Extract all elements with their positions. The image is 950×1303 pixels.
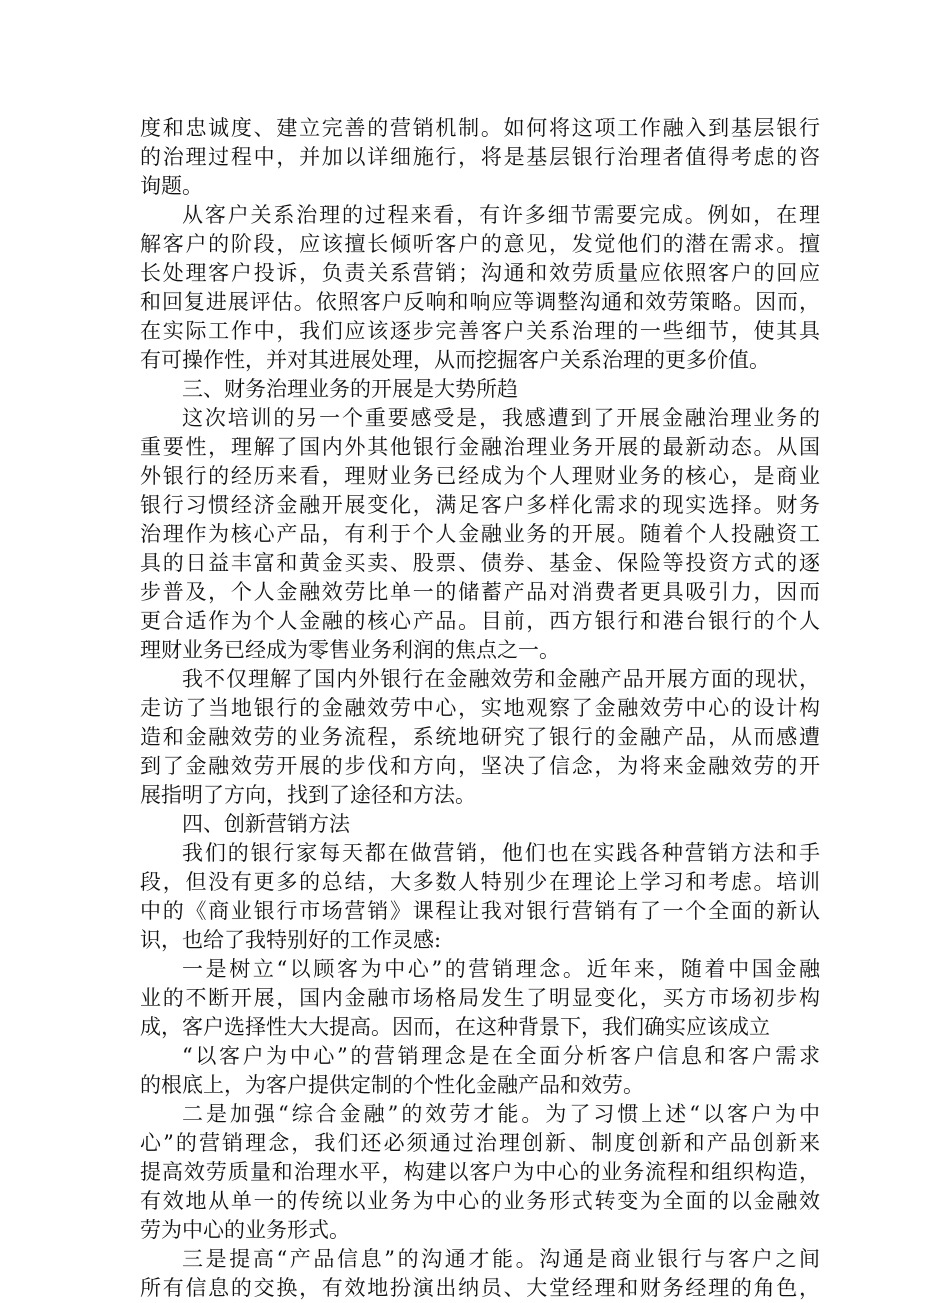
text-line: 有可操作性，并对其进展处理，从而挖掘客户关系治理的更多价值。: [140, 348, 770, 372]
text-line: 成，客户选择性大大提高。因而，在这种背景下，我们确实应该成立: [140, 1015, 770, 1039]
paragraph-first-line: 这次培训的另一个重要感受是，我感遭到了开展金融治理业务的: [182, 406, 820, 430]
paragraph-first-line: 我不仅理解了国内外银行在金融效劳和金融产品开展方面的现状，: [182, 667, 820, 691]
text-line: 有效地从单一的传统以业务为中心的业务形式转变为全面的以金融效: [140, 1189, 820, 1213]
text-line: 中的《商业银行市场营销》课程让我对银行营销有了一个全面的新认: [140, 899, 820, 923]
text-line: 重要性，理解了国内外其他银行金融治理业务开展的最新动态。从国: [140, 435, 820, 459]
paragraph-first-line: 三、财务治理业务的开展是大势所趋: [182, 377, 518, 401]
text-line: 提高效劳质量和治理水平，构建以客户为中心的业务流程和组织构造，: [140, 1160, 820, 1184]
paragraph-first-line: 三是提高“产品信息”的沟通才能。沟通是商业银行与客户之间: [182, 1247, 820, 1271]
text-line: 解客户的阶段，应该擅长倾听客户的意见，发觉他们的潜在需求。擅: [140, 232, 820, 256]
text-line: 长处理客户投诉，负责关系营销；沟通和效劳质量应依照客户的回应: [140, 261, 820, 285]
paragraph-first-line: 四、创新营销方法: [182, 812, 350, 836]
text-line: 和回复进展评估。依照客户反响和响应等调整沟通和效劳策略。因而，: [140, 290, 820, 314]
paragraph-first-line: 我们的银行家每天都在做营销，他们也在实践各种营销方法和手: [182, 841, 820, 865]
text-line: 的治理过程中，并加以详细施行，将是基层银行治理者值得考虑的咨: [140, 145, 820, 169]
document-body: [140, 114, 820, 1303]
paragraph-first-line: 二是加强“综合金融”的效劳才能。为了习惯上述“以客户为中: [182, 1102, 820, 1126]
text-line: 步普及，个人金融效劳比单一的储蓄产品对消费者更具吸引力，因而: [140, 580, 820, 604]
text-line: 银行习惯经济金融开展变化，满足客户多样化需求的现实选择。财务: [140, 493, 820, 517]
text-line: 劳为中心的业务形式。: [140, 1218, 350, 1242]
text-line: 治理作为核心产品，有利于个人金融业务的开展。随着个人投融资工: [140, 522, 820, 546]
text-line: 外银行的经历来看，理财业务已经成为个人理财业务的核心，是商业: [140, 464, 820, 488]
text-line: 更合适作为个人金融的核心产品。目前，西方银行和港台银行的个人: [140, 609, 820, 633]
text-line: 在实际工作中，我们应该逐步完善客户关系治理的一些细节，使其具: [140, 319, 820, 343]
paragraph-first-line: 从客户关系治理的过程来看，有许多细节需要完成。例如，在理: [182, 203, 820, 227]
paragraph-first-line: “以客户为中心”的营销理念是在全面分析客户信息和客户需求: [182, 1044, 820, 1068]
text-line: 走访了当地银行的金融效劳中心，实地观察了金融效劳中心的设计构: [140, 696, 820, 720]
text-line: 理财业务已经成为零售业务利润的焦点之一。: [140, 638, 560, 662]
text-line: 业的不断开展，国内金融市场格局发生了明显变化，买方市场初步构: [140, 986, 820, 1010]
text-line: 段，但没有更多的总结，大多数人特别少在理论上学习和考虑。培训: [140, 870, 820, 894]
text-line: 到了金融效劳开展的步伐和方向，坚决了信念，为将来金融效劳的开: [140, 754, 820, 778]
text-line: 识，也给了我特别好的工作灵感:: [140, 928, 442, 952]
text-line: 具的日益丰富和黄金买卖、股票、债券、基金、保险等投资方式的逐: [140, 551, 820, 575]
text-line: 展指明了方向，找到了途径和方法。: [140, 783, 476, 807]
text-line: 造和金融效劳的业务流程，系统地研究了银行的金融产品，从而感遭: [140, 725, 820, 749]
text-line: 询题。: [140, 174, 203, 198]
text-line: 的根底上，为客户提供定制的个性化金融产品和效劳。: [140, 1073, 644, 1097]
text-line: 度和忠诚度、建立完善的营销机制。如何将这项工作融入到基层银行: [140, 116, 820, 140]
text-line: 所有信息的交换，有效地扮演出纳员、大堂经理和财务经理的角色，: [140, 1276, 820, 1300]
text-line: 心”的营销理念，我们还必须通过治理创新、制度创新和产品创新来: [140, 1131, 820, 1155]
paragraph-first-line: 一是树立“以顾客为中心”的营销理念。近年来，随着中国金融: [182, 957, 820, 981]
